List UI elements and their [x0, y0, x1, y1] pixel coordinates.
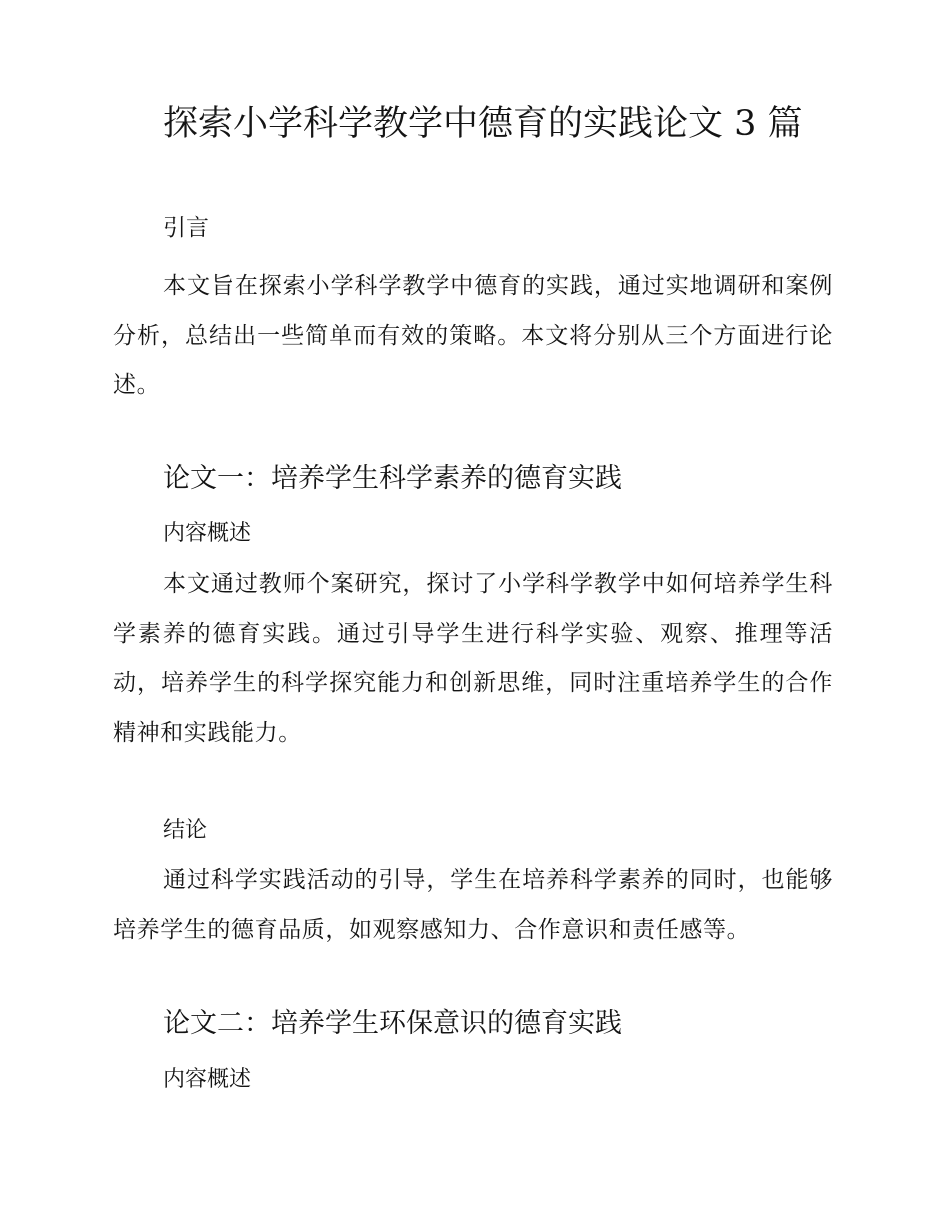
- paper2-heading: 论文二：培养学生环保意识的德育实践: [163, 1008, 622, 1039]
- paper1-summary-paragraph: 本文通过教师个案研究，探讨了小学科学教学中如何培养学生科学素养的德育实践。通过引导学生进行科学实验、观察、推理等活动，培养学生的科学探究能力和创新思维，同时注重培养学生的合作精神和实践能力。: [113, 571, 833, 746]
- paper1-conclusion-heading: 结论: [163, 818, 208, 843]
- intro-heading: 引言: [163, 215, 209, 241]
- intro-paragraph: 本文旨在探索小学科学教学中德育的实践，通过实地调研和案例分析，总结出一些简单而有效的策略。本文将分别从三个方面进行论述。: [113, 273, 833, 398]
- paper1-conclusion-paragraph: 通过科学实践活动的引导，学生在培养科学素养的同时，也能够培养学生的德育品质，如观察感知力、合作意识和责任感等。: [113, 867, 833, 943]
- document-title: 探索小学科学教学中德育的实践论文 3 篇: [163, 104, 803, 144]
- paper1-summary-heading: 内容概述: [163, 521, 252, 546]
- paper1-heading: 论文一：培养学生科学素养的德育实践: [163, 463, 622, 494]
- paper2-summary-heading: 内容概述: [163, 1067, 252, 1092]
